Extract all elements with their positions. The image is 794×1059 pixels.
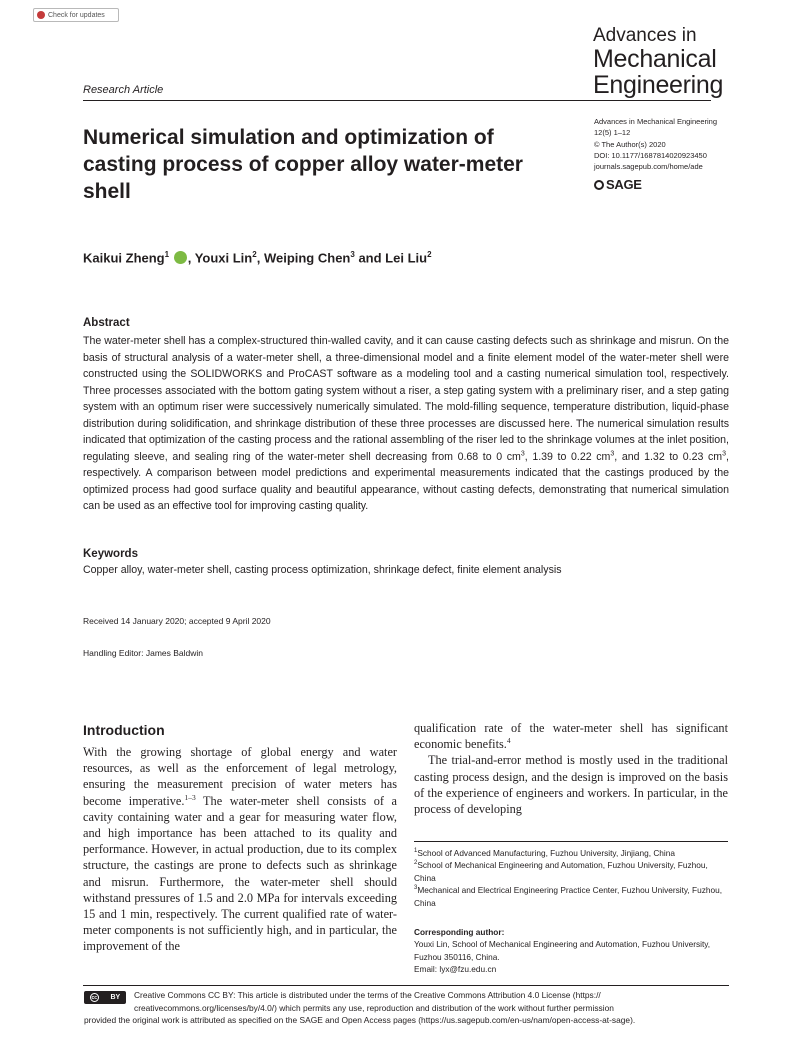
sage-logo — [594, 177, 642, 192]
article-type: Research Article — [83, 84, 164, 96]
intro-p1-cont-text: qualification rate of the water-meter shell has significant economic benefits. — [414, 721, 728, 752]
sage-label: SAGE — [606, 177, 642, 192]
abstract-part-1: The water-meter shell has a complex-structured thin-walled cavity, and it can cause casting defects such as shrinkage and misrun. On the basis of structural analysis of a water-meter shell, a three-dimensional model and a finite element model of the water-meter shell were constructed using the SOLIDWORKS and ProCAST software as a modeling tool and a casting numerical simulation tool, respectively. Three processes associated with the bottom gating system without a riser, a step gating system with a preliminary riser, and a step gating system with an optimum riser were successively numerically simulated. The mold-filling sequence, temperature distribution, liquid-phase distribution during solidification, and shrinkage distribution of these three processes are discussed here. The numerical simulation results indicated that optimization of the casting process and the rational assembling of the riser led to the shrinkage volumes at the inlet position, regulating sleeve, and sealing ring of the water-meter shell decreasing from 0.68 to 0 cm — [83, 335, 730, 463]
license-line-2: creativecommons.org/licenses/by/4.0/) which permits any use, reproduction and distribution of the work without further permission — [134, 1002, 614, 1013]
intro-right-column — [414, 720, 728, 817]
author-4-affil: 2 — [427, 250, 432, 259]
cc-icon: cc — [91, 994, 98, 1001]
orcid-icon[interactable] — [174, 251, 187, 264]
keywords-heading: Keywords — [83, 548, 138, 560]
journal-line3: Engineering — [593, 71, 724, 99]
intro-p1-part-a: With the growing shortage of global energy and water resources, as well as the enforcement of legal metrology, ensuring the measurement precision of water meters has become imperative. — [83, 745, 397, 808]
journal-line2: Mechanical — [593, 45, 717, 73]
meta-copyright: © The Author(s) 2020 — [594, 139, 666, 149]
affiliations — [414, 847, 730, 909]
author-1[interactable]: Kaikui Zheng — [83, 250, 165, 266]
sage-ring-icon — [594, 180, 604, 190]
intro-p1-part-b: The water-meter shell consists of a cavity containing water and a gear for measuring water flow, and high importance has been attached to its quality and performance. However, in actual production, due to its complex structure, the castings are prone to defects such as shrinkage and misrun. Furthermore, the water-meter shell should withstand pressures of 1.5 and 2.0 MPa for intervals exceeding 15 and 1 min, respectively. The current qualified rate of water-meter components is not sufficiently high, and in particular, the improvement of the — [83, 793, 397, 954]
affiliation-2-text: School of Mechanical Engineering and Automation, Fuzhou University, Fuzhou, China — [414, 860, 708, 883]
abstract-body — [83, 333, 729, 515]
author-sep-2: , — [256, 250, 264, 266]
abstract-cube-1: 3 — [520, 449, 525, 457]
intro-left-column — [83, 744, 397, 955]
intro-paragraph-1 — [83, 744, 397, 955]
affiliation-1-text: School of Advanced Manufacturing, Fuzhou University, Jinjiang, China — [417, 848, 675, 858]
intro-paragraph-2: The trial-and-error method is mostly used in the traditional casting process design, and the design is improved on the basis of the experience of engineers and workers. In particular, in the process of developing — [414, 753, 728, 817]
article-metadata — [594, 116, 717, 172]
author-2[interactable]: Youxi Lin — [194, 250, 253, 266]
meta-url[interactable]: journals.sagepub.com/home/ade — [594, 162, 703, 172]
meta-volume: 12(5) 1–12 — [594, 128, 631, 138]
check-for-updates-label: Check for updates — [48, 11, 105, 19]
abstract-part-2: , 1.39 to 0.22 cm — [524, 450, 611, 463]
keywords-list: Copper alloy, water-meter shell, casting process optimization, shrinkage defect, finite element analysis — [83, 564, 562, 576]
handling-editor: Handling Editor: James Baldwin — [83, 648, 204, 658]
abstract-part-4: , respectively. A comparison between model predictions and experimental measurements indicated that the castings produced by the optimized process had good surface quality and beautiful appearance, without casting defects, demonstrating that numerical simulation can be used as an effective tool for improving casting quality. — [83, 450, 729, 512]
affiliation-1 — [414, 847, 730, 859]
author-sep-1: , — [187, 250, 195, 266]
affiliation-2-mark: 2 — [414, 860, 418, 867]
header-divider — [83, 100, 711, 101]
author-list — [83, 250, 432, 265]
corresponding-author — [414, 926, 730, 976]
abstract-cube-3: 3 — [722, 449, 727, 457]
affiliation-3 — [414, 884, 730, 909]
affiliation-2 — [414, 859, 730, 884]
update-icon — [37, 11, 45, 19]
license-divider — [83, 985, 729, 986]
author-3[interactable]: Weiping Chen — [263, 250, 351, 266]
license-line-3: provided the original work is attributed as specified on the SAGE and Open Access pages (https://us.sagepub.com/en-us/nam/open-access-at-sage). — [84, 1015, 636, 1026]
author-3-affil: 3 — [350, 250, 355, 259]
abstract-cube-2: 3 — [610, 449, 615, 457]
affiliation-3-text: Mechanical and Electrical Engineering Practice Center, Fuzhou University, Fuzhou, China — [414, 885, 723, 908]
corresponding-text: Youxi Lin, School of Mechanical Engineering and Automation, Fuzhou University, Fuzhou 350116, China. — [414, 939, 711, 962]
intro-paragraph-1-cont — [414, 720, 728, 752]
meta-doi[interactable]: DOI: 10.1177/1687814020923450 — [594, 150, 707, 160]
author-sep-3: and — [354, 250, 386, 266]
author-4[interactable]: Lei Liu — [385, 250, 428, 266]
journal-line1: Advances in — [593, 25, 697, 46]
author-1-affil: 1 — [164, 250, 170, 259]
intro-ref-4[interactable]: 4 — [506, 736, 511, 746]
journal-logo — [593, 26, 723, 98]
intro-ref-1[interactable]: 1–3 — [184, 792, 196, 802]
meta-journal: Advances in Mechanical Engineering — [594, 117, 717, 126]
affiliation-3-mark: 3 — [414, 885, 418, 892]
abstract-part-3: , and 1.32 to 0.23 cm — [614, 450, 723, 463]
license-line-1: Creative Commons CC BY: This article is distributed under the terms of the Creative Commons Attribution 4.0 License (https:// — [134, 990, 601, 1000]
paper-title: Numerical simulation and optimization of casting process of copper alloy water-meter shell — [83, 126, 523, 203]
corresponding-heading: Corresponding author: — [414, 927, 505, 937]
abstract-heading: Abstract — [83, 317, 130, 329]
author-2-affil: 2 — [252, 250, 257, 259]
footnote-divider — [414, 841, 728, 842]
received-dates: Received 14 January 2020; accepted 9 April 2020 — [83, 616, 271, 626]
license-statement — [84, 989, 730, 1027]
check-for-updates-button[interactable] — [33, 8, 119, 22]
cc-by-label: BY — [110, 994, 121, 1001]
corresponding-email[interactable]: Email: lyx@fzu.edu.cn — [414, 964, 497, 975]
introduction-heading: Introduction — [83, 722, 165, 738]
affiliation-1-mark: 1 — [414, 848, 418, 855]
